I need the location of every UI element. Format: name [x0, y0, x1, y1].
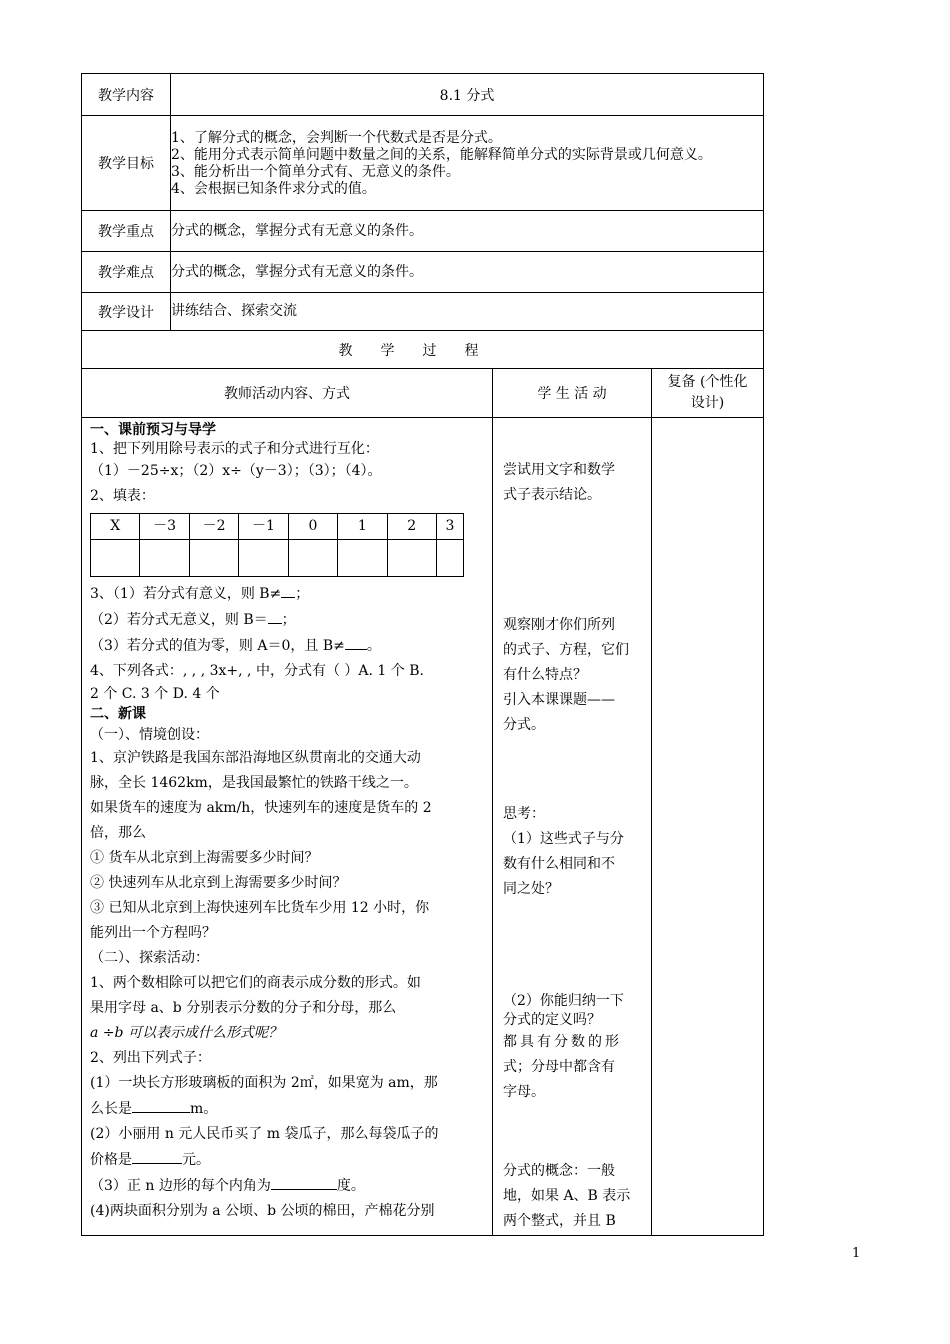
student-note: 引入本课课题——: [503, 692, 615, 708]
teacher-activity-content: [82, 418, 492, 1234]
subsection-title: （一）、情境创设：: [90, 727, 209, 743]
question-items: （1）－25÷x；（2）x÷（y－3）；（3）；（4）。: [90, 463, 382, 479]
question: (2）小丽用 n 元人民币买了 m 袋瓜子，那么每袋瓜子的: [90, 1126, 439, 1142]
answer-blank[interactable]: [271, 1173, 337, 1190]
key-value: 分式的概念，掌握分式有无意义的条件。: [171, 211, 764, 252]
paragraph: 1、两个数相除可以把它们的商表示成分数的形式。如: [90, 975, 421, 991]
fill-table: [90, 513, 464, 577]
student-note: 观察刚才你们所列: [503, 617, 615, 633]
lesson-plan-table: [81, 73, 764, 1236]
paragraph: 倍，那么: [90, 825, 146, 841]
fill-table-cell[interactable]: [91, 540, 140, 577]
student-note: 有什么特点？: [503, 667, 587, 683]
answer-blank[interactable]: [132, 1147, 182, 1164]
paragraph: 如果货车的速度为 akm/h，快速列车的速度是货车的 2: [90, 800, 432, 816]
paragraph: 果用字母 a、b 分别表示分数的分子和分母，那么: [90, 1000, 397, 1016]
answer-blank[interactable]: [268, 607, 282, 624]
fill-table-header: －2: [189, 514, 238, 540]
student-activity-cell: [493, 418, 652, 1236]
question: 2 个 C. 3 个 D. 4 个: [90, 686, 220, 702]
fill-table-header: 1: [338, 514, 387, 540]
fill-table-cell[interactable]: [387, 540, 436, 577]
student-note: 字母。: [503, 1084, 545, 1100]
process-title: 教学过程: [82, 331, 764, 369]
goal-item: 3、能分析出一个简单分式有、无意义的条件。: [171, 164, 460, 180]
fill-table-cell[interactable]: [338, 540, 387, 577]
student-note: 尝试用文字和数学: [503, 462, 615, 478]
fill-table-cell[interactable]: [189, 540, 238, 577]
question-text: 么长是: [90, 1101, 132, 1117]
question: [90, 1096, 484, 1122]
question: ① 货车从北京到上海需要多少时间？: [90, 850, 319, 866]
question: [90, 633, 484, 659]
question: (1）一块长方形玻璃板的面积为 2㎡，如果宽为 am，那: [90, 1075, 438, 1091]
section-title: 二、新课: [90, 706, 146, 722]
student-note: 同之处？: [503, 881, 559, 897]
design-label: 教学设计: [82, 293, 171, 331]
student-note: 式；分母中都含有: [503, 1059, 615, 1075]
question: 4、下列各式：, , , 3x+, , 中，分式有（ ）A. 1 个 B.: [90, 663, 424, 679]
question: 2、列出下列式子：: [90, 1050, 211, 1066]
key-label: 教学重点: [82, 211, 171, 252]
student-note: 思考：: [503, 806, 545, 822]
paragraph: a ÷b 可以表示成什么形式呢？: [90, 1025, 282, 1041]
student-note: 数有什么相同和不: [503, 856, 615, 872]
subsection-title: （二）、探索活动：: [90, 950, 209, 966]
fill-table-cell[interactable]: [239, 540, 288, 577]
question-text: 。: [366, 638, 381, 654]
fill-table-cell[interactable]: [437, 540, 464, 577]
fill-table-header: 3: [437, 514, 464, 540]
fill-table-header: 2: [387, 514, 436, 540]
student-note: （1）这些式子与分: [503, 831, 624, 847]
fill-table-header: －3: [140, 514, 189, 540]
student-activity-content: [493, 418, 651, 1232]
student-note: （2）你能归纳一下: [503, 993, 624, 1009]
student-note: 都具有分数的形: [503, 1034, 622, 1050]
question: ③ 已知从北京到上海快速列车比货车少用 12 小时，你: [90, 900, 430, 916]
question: ② 快速列车从北京到上海需要多少时间？: [90, 875, 347, 891]
design-value: 讲练结合、探索交流: [171, 293, 764, 331]
question-text: 价格是: [90, 1152, 132, 1168]
student-note: 分式的定义吗？: [503, 1012, 601, 1028]
paragraph: 脉，全长 1462km，是我国最繁忙的铁路干线之一。: [90, 775, 418, 791]
fill-table-header: －1: [239, 514, 288, 540]
notes-cell[interactable]: [652, 418, 764, 1236]
question-text: 3、（1）若分式有意义，则 B≠: [90, 586, 282, 602]
page-number: 1: [852, 1246, 861, 1261]
question-text: （3）若分式的值为零，则 A＝0，且 B≠: [90, 638, 345, 654]
fill-table-cell[interactable]: [288, 540, 337, 577]
student-column-header: 学 生 活 动: [493, 369, 652, 418]
goal-item: 4、会根据已知条件求分式的值。: [171, 181, 376, 197]
question-text: 元。: [182, 1152, 210, 1168]
question: [90, 1147, 484, 1173]
question-text: m。: [190, 1101, 218, 1117]
question-text: （2）若分式无意义，则 B＝: [90, 612, 268, 628]
fill-table-header: X: [91, 514, 140, 540]
question: [90, 581, 484, 607]
question: 能列出一个方程吗？: [90, 925, 216, 941]
goal-item: 1、了解分式的概念，会判断一个代数式是否是分式。: [171, 130, 502, 146]
goal-item: 2、能用分式表示简单问题中数量之间的关系，能解释简单分式的实际背景或几何意义。: [171, 147, 712, 163]
goals-list: [171, 116, 764, 211]
question: (4)两块面积分别为 a 公顷、b 公顷的棉田，产棉花分别: [90, 1203, 435, 1219]
student-note: 分式。: [503, 717, 545, 733]
content-value: 8.1 分式: [171, 74, 764, 116]
notes-header-line: 复备 (个性化: [667, 374, 748, 390]
question-text: 度。: [336, 1178, 365, 1194]
question-text: ；: [281, 612, 296, 628]
student-note: 两个整式，并且 B: [503, 1213, 616, 1229]
student-note: 式子表示结论。: [503, 487, 601, 503]
fill-table-header: 0: [288, 514, 337, 540]
paragraph: 1、京沪铁路是我国东部沿海地区纵贯南北的交通大动: [90, 750, 421, 766]
student-note: 分式的概念：一般: [503, 1163, 615, 1179]
question: 2、填表：: [90, 488, 155, 504]
teacher-activity-cell: [82, 418, 493, 1236]
question: [90, 1173, 484, 1199]
teacher-column-header: 教师活动内容、方式: [82, 369, 493, 418]
answer-blank[interactable]: [345, 633, 367, 650]
student-note: 的式子、方程，它们: [503, 642, 629, 658]
fill-table-cell[interactable]: [140, 540, 189, 577]
student-note: 地，如果 A、B 表示: [503, 1188, 631, 1204]
question: 1、把下列用除号表示的式子和分式进行互化：: [90, 441, 379, 457]
question-text: （3）正 n 边形的每个内角为: [90, 1178, 271, 1194]
notes-header-line: 设计): [690, 395, 725, 411]
question-text: ；: [295, 586, 310, 602]
answer-blank[interactable]: [132, 1096, 190, 1113]
notes-column-header: [652, 369, 764, 418]
goals-label: 教学目标: [82, 116, 171, 211]
difficult-label: 教学难点: [82, 252, 171, 293]
answer-blank[interactable]: [281, 581, 295, 598]
section-title: 一、课前预习与导学: [90, 422, 216, 438]
question: [90, 607, 484, 633]
difficult-value: 分式的概念，掌握分式有无意义的条件。: [171, 252, 764, 293]
content-label: 教学内容: [82, 74, 171, 116]
